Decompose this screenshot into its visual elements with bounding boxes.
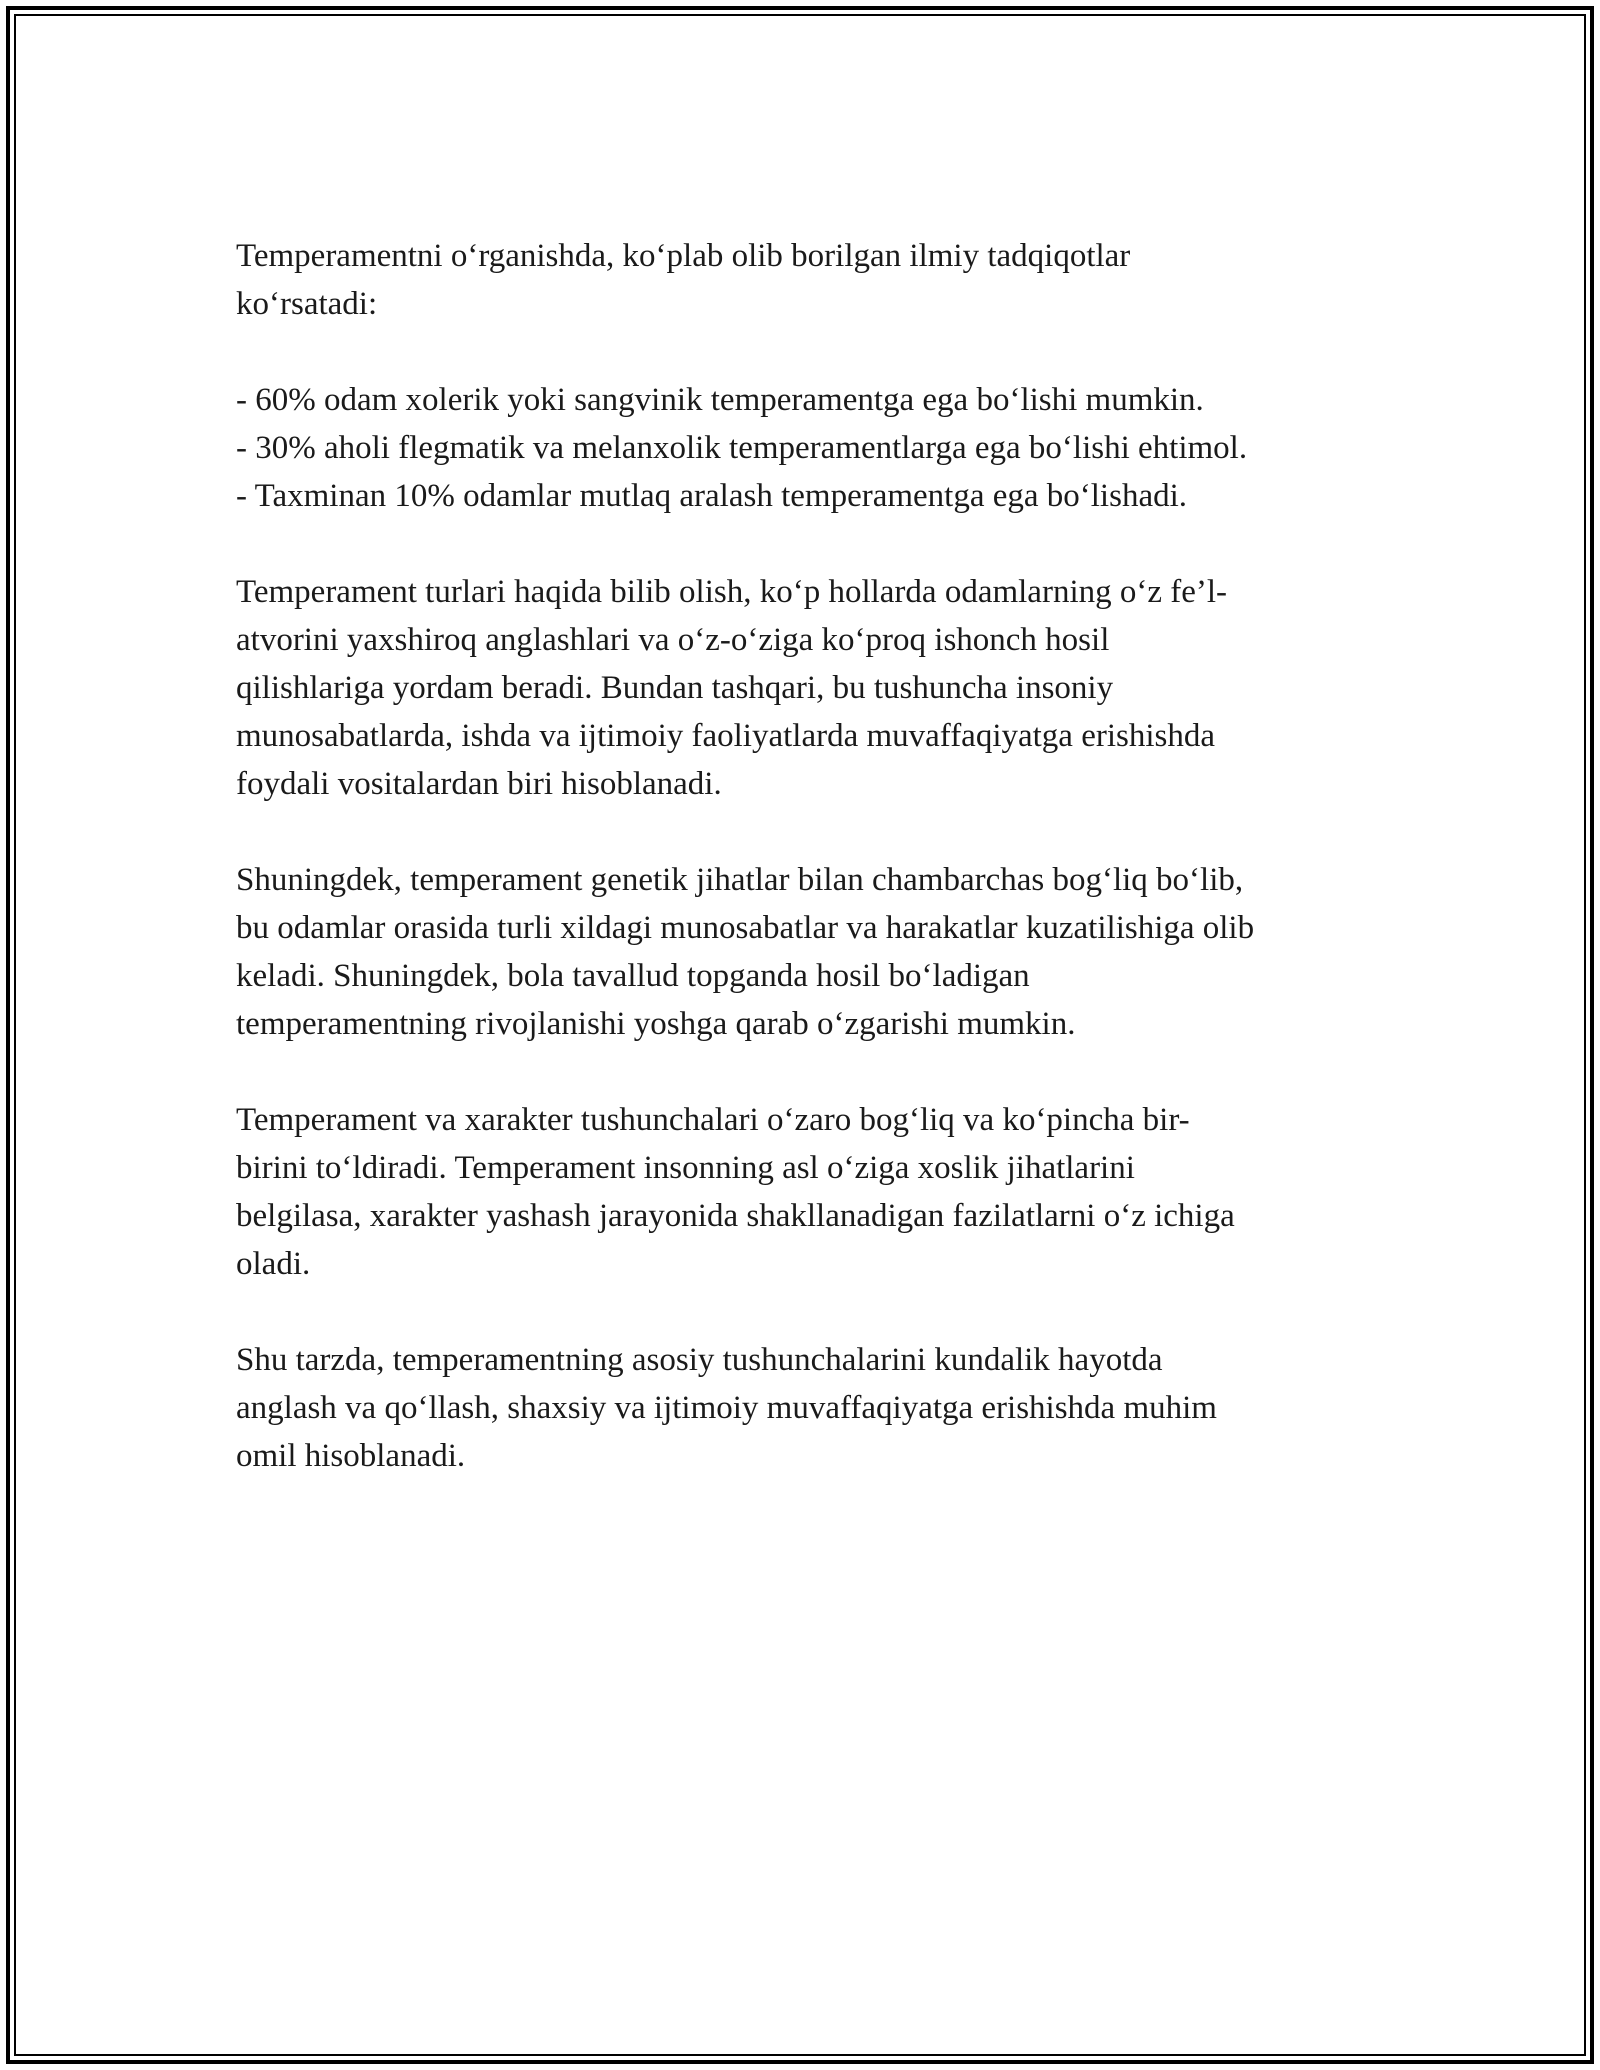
- intro-paragraph: [236, 232, 1386, 328]
- paragraph-character: [236, 1096, 1386, 1288]
- text-line: munosabatlarda, ishda va ijtimoiy faoliyatlarda muvaffaqiyatga erishishda: [236, 718, 1216, 754]
- text-line: bu odamlar orasida turli xildagi munosabatlar va harakatlar kuzatilishiga olib: [236, 910, 1255, 946]
- text-line: birini to‘ldiradi. Temperament insonning asl o‘ziga xoslik jihatlarini: [236, 1150, 1135, 1186]
- text-line: atvorini yaxshiroq anglashlari va o‘z-o‘ziga ko‘proq ishonch hosil: [236, 622, 1110, 658]
- text-line: Temperament turlari haqida bilib olish, ko‘p hollarda odamlarning o‘z fe’l-: [236, 574, 1228, 610]
- text-line: belgilasa, xarakter yashash jarayonida shakllanadigan fazilatlarni o‘z ichiga: [236, 1198, 1235, 1234]
- text-line: qilishlariga yordam beradi. Bundan tashqari, bu tushuncha insoniy: [236, 670, 1114, 706]
- intro-line: Temperamentni o‘rganishda, ko‘plab olib borilgan ilmiy tadqiqotlar: [236, 238, 1131, 274]
- paragraph-conclusion: [236, 1336, 1386, 1480]
- paragraph-genetics: [236, 856, 1386, 1048]
- text-line: oladi.: [236, 1246, 311, 1282]
- text-line: anglash va qo‘llash, shaxsiy va ijtimoiy muvaffaqiyatga erishishda muhim: [236, 1390, 1217, 1426]
- statistics-list: [236, 376, 1386, 520]
- list-item: - 30% aholi flegmatik va melanxolik temperamentlarga ega bo‘lishi ehtimol.: [236, 430, 1248, 466]
- list-item: - Taxminan 10% odamlar mutlaq aralash temperamentga ega bo‘lishadi.: [236, 478, 1188, 514]
- text-line: Shuningdek, temperament genetik jihatlar bilan chambarchas bog‘liq bo‘lib,: [236, 862, 1244, 898]
- text-line: foydali vositalardan biri hisoblanadi.: [236, 766, 722, 802]
- text-line: Shu tarzda, temperamentning asosiy tushunchalarini kundalik hayotda: [236, 1342, 1163, 1378]
- text-line: omil hisoblanadi.: [236, 1438, 466, 1474]
- intro-line: ko‘rsatadi:: [236, 286, 378, 322]
- text-line: keladi. Shuningdek, bola tavallud topganda hosil bo‘ladigan: [236, 958, 1030, 994]
- document-body: [236, 232, 1386, 1528]
- paragraph-temperament-types: [236, 568, 1386, 808]
- text-line: temperamentning rivojlanishi yoshga qarab o‘zgarishi mumkin.: [236, 1006, 1076, 1042]
- list-item: - 60% odam xolerik yoki sangvinik temperamentga ega bo‘lishi mumkin.: [236, 382, 1204, 418]
- text-line: Temperament va xarakter tushunchalari o‘zaro bog‘liq va ko‘pincha bir-: [236, 1102, 1190, 1138]
